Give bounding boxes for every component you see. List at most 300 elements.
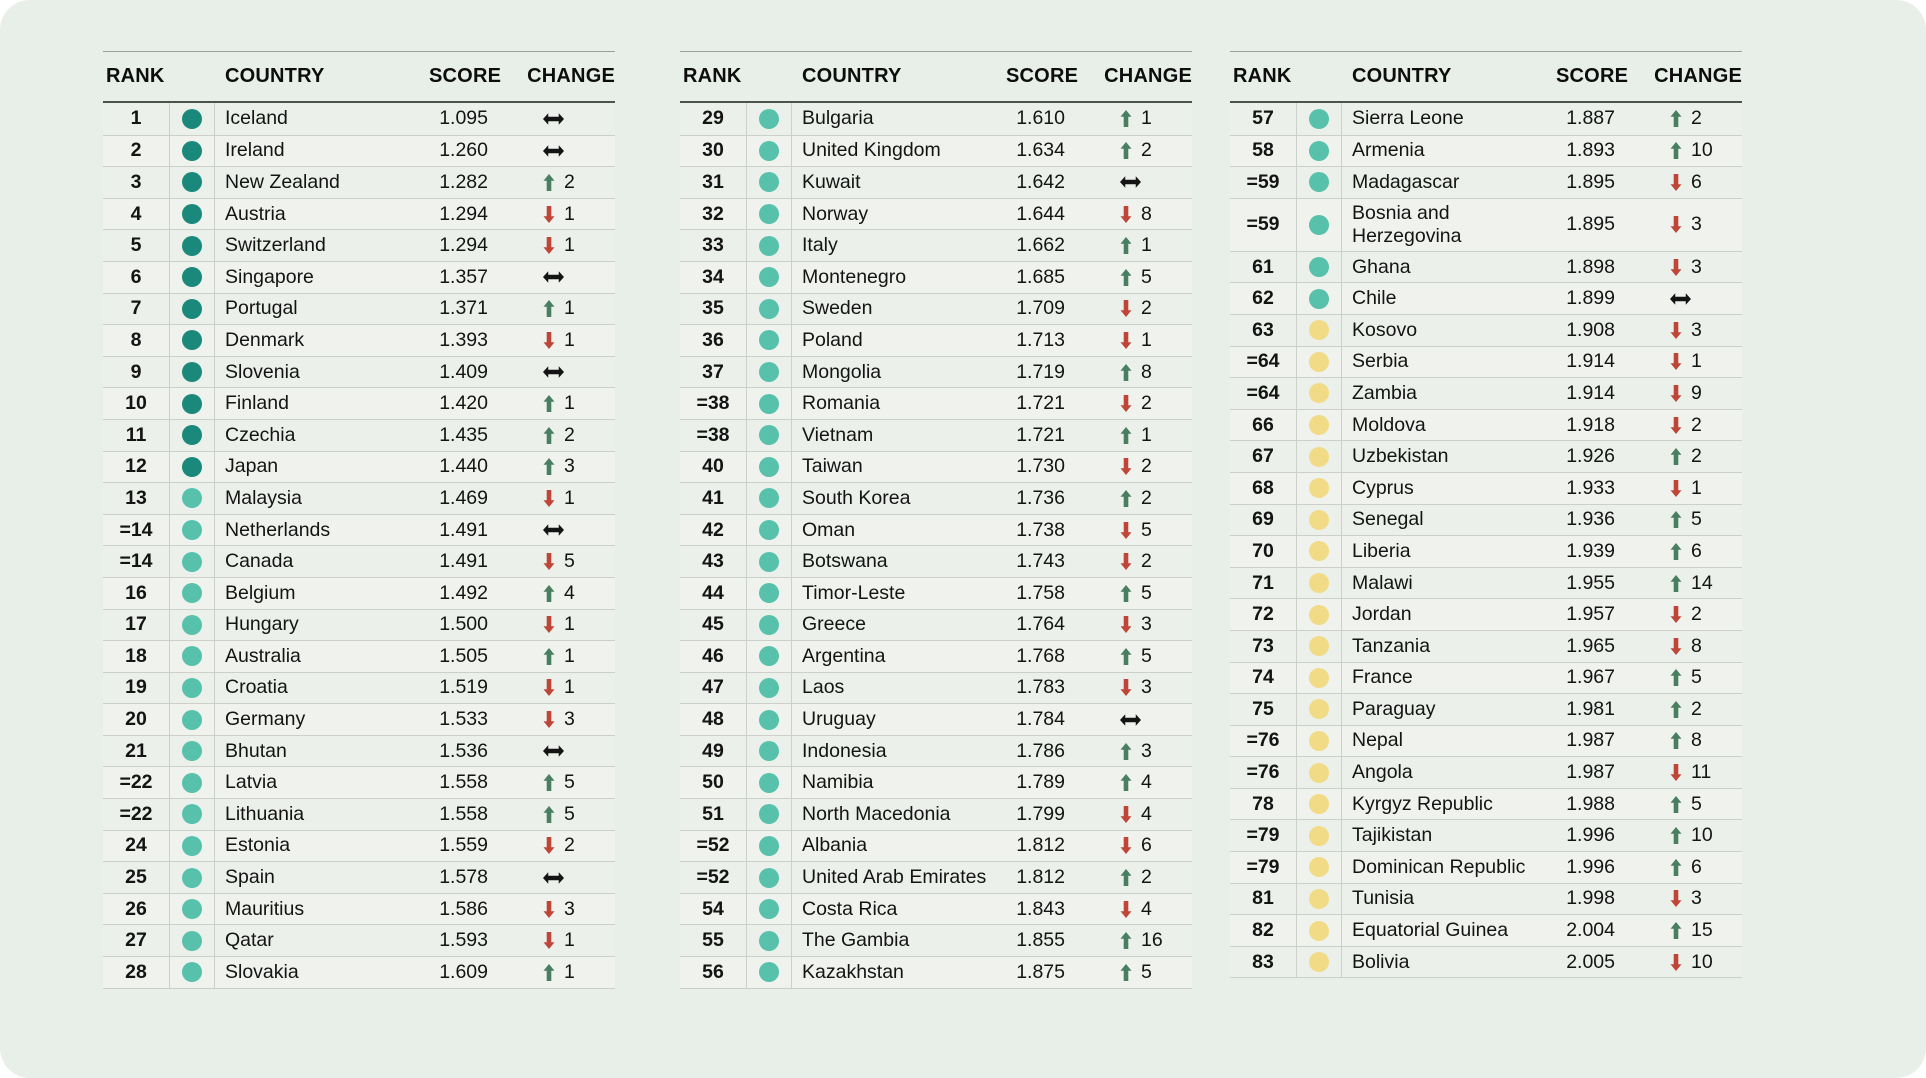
tier-dot-cell <box>746 262 792 293</box>
score-tier-dot-icon <box>1309 478 1329 498</box>
score-value: 1.914 <box>1566 381 1615 404</box>
change-amount: 11 <box>1691 761 1712 784</box>
score-value: 1.558 <box>439 771 488 794</box>
score-tier-dot-icon <box>759 899 779 919</box>
country-name: Australia <box>225 644 301 667</box>
change-cell <box>1065 203 1192 226</box>
change-amount: 2 <box>1141 550 1152 573</box>
country-name: Singapore <box>225 265 314 288</box>
score-value: 1.709 <box>1016 297 1065 320</box>
change-cell <box>1065 613 1192 636</box>
down-arrow-icon <box>1120 679 1132 696</box>
score-value: 1.736 <box>1016 486 1065 509</box>
change-cell <box>1615 213 1742 236</box>
tier-dot-cell <box>746 925 792 956</box>
score-tier-dot-icon <box>182 931 202 951</box>
score-tier-dot-icon <box>1309 573 1329 593</box>
rank-value: 30 <box>702 139 724 162</box>
change-cell <box>1065 740 1192 763</box>
table-row <box>680 482 1192 514</box>
country-name: The Gambia <box>802 929 910 952</box>
table-row <box>680 135 1192 167</box>
tier-dot-cell <box>746 862 792 893</box>
change-amount: 3 <box>1141 613 1152 636</box>
change-amount: 1 <box>564 644 575 667</box>
tier-dot-cell <box>169 894 215 925</box>
tier-dot-cell <box>746 452 792 483</box>
country-name: Vietnam <box>802 423 874 446</box>
table-row <box>1230 166 1742 198</box>
change-cell <box>1615 256 1742 279</box>
change-cell <box>1615 887 1742 910</box>
change-amount: 5 <box>1141 644 1152 667</box>
change-amount: 1 <box>564 960 575 983</box>
score-value: 1.998 <box>1566 887 1615 910</box>
change-amount: 6 <box>1691 855 1702 878</box>
change-amount: 1 <box>564 676 575 699</box>
change-cell <box>488 550 615 573</box>
change-cell <box>1065 266 1192 289</box>
tier-dot-cell <box>746 325 792 356</box>
country-name: Denmark <box>225 328 305 351</box>
change-amount: 5 <box>1141 581 1152 604</box>
change-amount: 2 <box>1141 139 1152 162</box>
rank-value: 48 <box>702 708 724 731</box>
table-row <box>680 103 1192 135</box>
score-value: 1.899 <box>1566 287 1615 310</box>
change-cell <box>1615 919 1742 942</box>
tier-dot-cell <box>746 515 792 546</box>
up-arrow-icon <box>1120 110 1132 127</box>
table-row <box>103 577 615 609</box>
score-tier-dot-icon <box>759 394 779 414</box>
tier-dot-cell <box>1296 167 1342 198</box>
tier-dot-cell <box>746 483 792 514</box>
change-amount: 2 <box>1691 697 1702 720</box>
score-tier-dot-icon <box>182 141 202 161</box>
tier-dot-cell <box>169 831 215 862</box>
tier-dot-cell <box>169 957 215 988</box>
score-tier-dot-icon <box>182 773 202 793</box>
score-tier-dot-icon <box>759 615 779 635</box>
change-amount: 3 <box>1141 676 1152 699</box>
tier-dot-cell <box>1296 599 1342 630</box>
tier-dot-cell <box>1296 631 1342 662</box>
table-row <box>680 956 1192 988</box>
change-cell <box>1615 603 1742 626</box>
score-tier-dot-icon <box>759 267 779 287</box>
rank-value: 1 <box>130 107 142 130</box>
change-amount: 1 <box>1141 328 1152 351</box>
change-amount: 1 <box>564 234 575 257</box>
change-cell <box>488 929 615 952</box>
tier-dot-cell <box>169 325 215 356</box>
tier-dot-cell <box>1296 410 1342 441</box>
country-name: Croatia <box>225 676 288 699</box>
change-amount: 2 <box>1691 445 1702 468</box>
down-arrow-icon <box>543 901 555 918</box>
score-value: 1.926 <box>1566 445 1615 468</box>
country-name: Albania <box>802 834 868 857</box>
table-row <box>1230 788 1742 820</box>
tier-dot-cell <box>1296 315 1342 346</box>
up-arrow-icon <box>1120 364 1132 381</box>
score-tier-dot-icon <box>1309 636 1329 656</box>
score-value: 1.644 <box>1016 202 1065 225</box>
tier-dot-cell <box>1296 347 1342 378</box>
table-row <box>103 293 615 325</box>
score-tier-dot-icon <box>182 394 202 414</box>
table-row <box>680 324 1192 356</box>
change-amount: 1 <box>564 297 575 320</box>
rank-value: 25 <box>125 866 147 889</box>
score-value: 1.918 <box>1566 413 1615 436</box>
rank-value: =64 <box>1246 381 1280 404</box>
down-arrow-icon <box>543 332 555 349</box>
change-cell <box>1065 803 1192 826</box>
score-tier-dot-icon <box>182 710 202 730</box>
country-name: Moldova <box>1352 413 1426 436</box>
rank-value: 4 <box>130 202 142 225</box>
table-row <box>103 356 615 388</box>
tier-dot-cell <box>1296 663 1342 694</box>
down-arrow-icon <box>543 837 555 854</box>
no-change-icon <box>543 145 564 157</box>
change-cell <box>488 745 615 757</box>
column-header-country: COUNTRY <box>225 65 325 87</box>
change-cell <box>1065 550 1192 573</box>
country-name: Montenegro <box>802 265 907 288</box>
score-value: 1.533 <box>439 708 488 731</box>
score-value: 1.662 <box>1016 234 1065 257</box>
rank-value: 45 <box>702 613 724 636</box>
change-cell <box>1615 414 1742 437</box>
score-value: 1.996 <box>1566 824 1615 847</box>
change-cell <box>1615 382 1742 405</box>
score-tier-dot-icon <box>759 868 779 888</box>
change-cell <box>1065 234 1192 257</box>
down-arrow-icon <box>1670 259 1682 276</box>
change-cell <box>488 145 615 157</box>
rank-value: 58 <box>1252 139 1274 162</box>
down-arrow-icon <box>543 932 555 949</box>
tier-dot-cell <box>169 230 215 261</box>
change-cell <box>488 171 615 194</box>
tier-dot-cell <box>746 831 792 862</box>
change-cell <box>1065 961 1192 984</box>
score-tier-dot-icon <box>759 773 779 793</box>
rank-value: 55 <box>702 929 724 952</box>
no-change-icon <box>543 271 564 283</box>
rank-value: 47 <box>702 676 724 699</box>
table-header <box>680 51 1192 103</box>
tier-dot-cell <box>1296 694 1342 725</box>
tier-dot-cell <box>1296 441 1342 472</box>
rank-value: 13 <box>125 486 147 509</box>
country-name: Romania <box>802 392 881 415</box>
country-name: Portugal <box>225 297 298 320</box>
table-row <box>1230 819 1742 851</box>
score-value: 1.908 <box>1566 318 1615 341</box>
change-amount: 6 <box>1691 539 1702 562</box>
change-amount: 3 <box>564 708 575 731</box>
rank-value: 75 <box>1252 697 1274 720</box>
score-value: 1.393 <box>439 328 488 351</box>
change-cell <box>1065 714 1192 726</box>
table-row <box>680 830 1192 862</box>
score-tier-dot-icon <box>759 804 779 824</box>
rank-value: 67 <box>1252 445 1274 468</box>
score-value: 1.685 <box>1016 265 1065 288</box>
tier-dot-cell <box>1296 947 1342 978</box>
down-arrow-icon <box>1670 417 1682 434</box>
rank-value: =14 <box>119 550 153 573</box>
down-arrow-icon <box>543 553 555 570</box>
tier-dot-cell <box>1296 199 1342 251</box>
table-row <box>680 514 1192 546</box>
rank-value: 20 <box>125 708 147 731</box>
country-name: Poland <box>802 328 863 351</box>
country-name: Indonesia <box>802 739 887 762</box>
country-name: Malawi <box>1352 571 1413 594</box>
score-tier-dot-icon <box>1309 731 1329 751</box>
score-value: 2.005 <box>1566 950 1615 973</box>
rank-value: 11 <box>125 423 147 446</box>
change-cell <box>488 297 615 320</box>
score-tier-dot-icon <box>1309 605 1329 625</box>
column-header-rank: RANK <box>1233 65 1292 87</box>
change-cell <box>488 234 615 257</box>
table-row <box>680 198 1192 230</box>
rank-value: 66 <box>1252 413 1274 436</box>
score-value: 1.933 <box>1566 476 1615 499</box>
change-cell <box>1615 445 1742 468</box>
score-value: 1.559 <box>439 834 488 857</box>
rank-value: =22 <box>119 771 153 794</box>
change-cell <box>1615 729 1742 752</box>
change-amount: 3 <box>1691 318 1702 341</box>
table-row <box>680 356 1192 388</box>
rank-value: 7 <box>130 297 142 320</box>
rank-value: 74 <box>1252 666 1274 689</box>
table-row <box>680 229 1192 261</box>
score-tier-dot-icon <box>1309 257 1329 277</box>
rank-value: 78 <box>1252 792 1274 815</box>
score-tier-dot-icon <box>759 710 779 730</box>
table-row <box>1230 135 1742 167</box>
down-arrow-icon <box>1120 395 1132 412</box>
score-value: 1.095 <box>439 107 488 130</box>
score-value: 1.713 <box>1016 328 1065 351</box>
country-name: Netherlands <box>225 518 331 541</box>
change-cell <box>1615 107 1742 130</box>
score-value: 1.939 <box>1566 539 1615 562</box>
score-tier-dot-icon <box>182 236 202 256</box>
country-name: United Kingdom <box>802 139 941 162</box>
no-change-icon <box>1120 714 1141 726</box>
down-arrow-icon <box>543 679 555 696</box>
rank-value: 70 <box>1252 539 1274 562</box>
change-cell <box>488 392 615 415</box>
rank-value: 43 <box>702 550 724 573</box>
down-arrow-icon <box>1120 553 1132 570</box>
rank-value: 82 <box>1252 919 1274 942</box>
score-tier-dot-icon <box>182 552 202 572</box>
table-row <box>1230 567 1742 599</box>
country-name: Jordan <box>1352 603 1412 626</box>
score-tier-dot-icon <box>759 141 779 161</box>
change-amount: 1 <box>1141 234 1152 257</box>
down-arrow-icon <box>1670 322 1682 339</box>
score-tier-dot-icon <box>1309 826 1329 846</box>
change-amount: 3 <box>564 897 575 920</box>
rank-value: 49 <box>702 739 724 762</box>
score-tier-dot-icon <box>759 204 779 224</box>
no-change-icon <box>1670 293 1691 305</box>
tier-dot-cell <box>1296 852 1342 883</box>
country-name: Sweden <box>802 297 873 320</box>
score-tier-dot-icon <box>1309 447 1329 467</box>
change-amount: 1 <box>564 328 575 351</box>
table-row <box>680 293 1192 325</box>
change-amount: 8 <box>1141 202 1152 225</box>
tier-dot-cell <box>746 388 792 419</box>
down-arrow-icon <box>543 616 555 633</box>
country-name: Ghana <box>1352 255 1411 278</box>
score-value: 1.519 <box>439 676 488 699</box>
change-cell <box>1615 477 1742 500</box>
rank-value: 26 <box>125 897 147 920</box>
country-name: Belgium <box>225 581 296 604</box>
tier-dot-cell <box>746 894 792 925</box>
down-arrow-icon <box>1120 616 1132 633</box>
change-cell <box>1065 176 1192 188</box>
change-cell <box>1615 635 1742 658</box>
tier-dot-cell <box>746 641 792 672</box>
table-row <box>103 956 615 988</box>
rank-value: 17 <box>125 613 147 636</box>
rank-value: 27 <box>125 929 147 952</box>
score-value: 1.505 <box>439 644 488 667</box>
rank-value: 37 <box>702 360 724 383</box>
score-tier-dot-icon <box>1309 415 1329 435</box>
score-value: 1.492 <box>439 581 488 604</box>
rank-value: 69 <box>1252 508 1274 531</box>
tier-dot-cell <box>1296 568 1342 599</box>
score-tier-dot-icon <box>182 899 202 919</box>
up-arrow-icon <box>1670 448 1682 465</box>
country-name: Ireland <box>225 139 285 162</box>
table-row <box>1230 914 1742 946</box>
tier-dot-cell <box>169 641 215 672</box>
score-tier-dot-icon <box>759 646 779 666</box>
tier-dot-cell <box>1296 884 1342 915</box>
country-name: Chile <box>1352 287 1397 310</box>
score-tier-dot-icon <box>759 741 779 761</box>
change-cell <box>1065 329 1192 352</box>
up-arrow-icon <box>1670 701 1682 718</box>
rank-value: 51 <box>702 802 724 825</box>
table-row <box>1230 103 1742 135</box>
score-tier-dot-icon <box>759 330 779 350</box>
score-value: 1.965 <box>1566 634 1615 657</box>
change-cell <box>1615 171 1742 194</box>
score-tier-dot-icon <box>1309 383 1329 403</box>
score-value: 1.738 <box>1016 518 1065 541</box>
change-cell <box>488 961 615 984</box>
table-row <box>103 893 615 925</box>
change-amount: 1 <box>564 392 575 415</box>
no-change-icon <box>543 524 564 536</box>
rank-value: 42 <box>702 518 724 541</box>
tier-dot-cell <box>746 230 792 261</box>
score-value: 1.955 <box>1566 571 1615 594</box>
country-name: Liberia <box>1352 539 1411 562</box>
score-tier-dot-icon <box>1309 510 1329 530</box>
score-tier-dot-icon <box>1309 763 1329 783</box>
score-value: 1.610 <box>1016 107 1065 130</box>
change-amount: 2 <box>1691 107 1702 130</box>
tier-dot-cell <box>169 136 215 167</box>
rank-value: =14 <box>119 518 153 541</box>
score-value: 1.730 <box>1016 455 1065 478</box>
country-name: Timor-Leste <box>802 581 906 604</box>
change-amount: 2 <box>1141 455 1152 478</box>
change-amount: 3 <box>564 455 575 478</box>
country-name: Bulgaria <box>802 107 874 130</box>
table-row <box>103 166 615 198</box>
rank-value: 31 <box>702 170 724 193</box>
change-amount: 6 <box>1141 834 1152 857</box>
change-cell <box>1065 771 1192 794</box>
table-row <box>680 798 1192 830</box>
tier-dot-cell <box>1296 505 1342 536</box>
table-row <box>1230 346 1742 378</box>
change-amount: 5 <box>564 771 575 794</box>
change-cell <box>1615 698 1742 721</box>
score-tier-dot-icon <box>182 204 202 224</box>
score-value: 1.914 <box>1566 350 1615 373</box>
rank-value: 62 <box>1252 287 1274 310</box>
change-amount: 2 <box>1691 413 1702 436</box>
tier-dot-cell <box>169 452 215 483</box>
down-arrow-icon <box>1670 353 1682 370</box>
up-arrow-icon <box>543 648 555 665</box>
change-amount: 1 <box>1691 350 1702 373</box>
table-row <box>680 609 1192 641</box>
table-row <box>103 798 615 830</box>
score-value: 1.784 <box>1016 708 1065 731</box>
country-name: Costa Rica <box>802 897 898 920</box>
country-name: Estonia <box>225 834 291 857</box>
change-cell <box>1615 508 1742 531</box>
tier-dot-cell <box>1296 283 1342 314</box>
change-cell <box>1065 519 1192 542</box>
no-change-icon <box>1120 176 1141 188</box>
tier-dot-cell <box>746 294 792 325</box>
tier-dot-cell <box>746 546 792 577</box>
table-row <box>103 324 615 356</box>
change-amount: 10 <box>1691 139 1713 162</box>
tier-dot-cell <box>746 767 792 798</box>
table-row <box>1230 440 1742 472</box>
score-value: 1.260 <box>439 139 488 162</box>
up-arrow-icon <box>543 964 555 981</box>
tier-dot-cell <box>169 610 215 641</box>
change-amount: 1 <box>1141 107 1152 130</box>
score-value: 1.812 <box>1016 834 1065 857</box>
score-tier-dot-icon <box>182 109 202 129</box>
